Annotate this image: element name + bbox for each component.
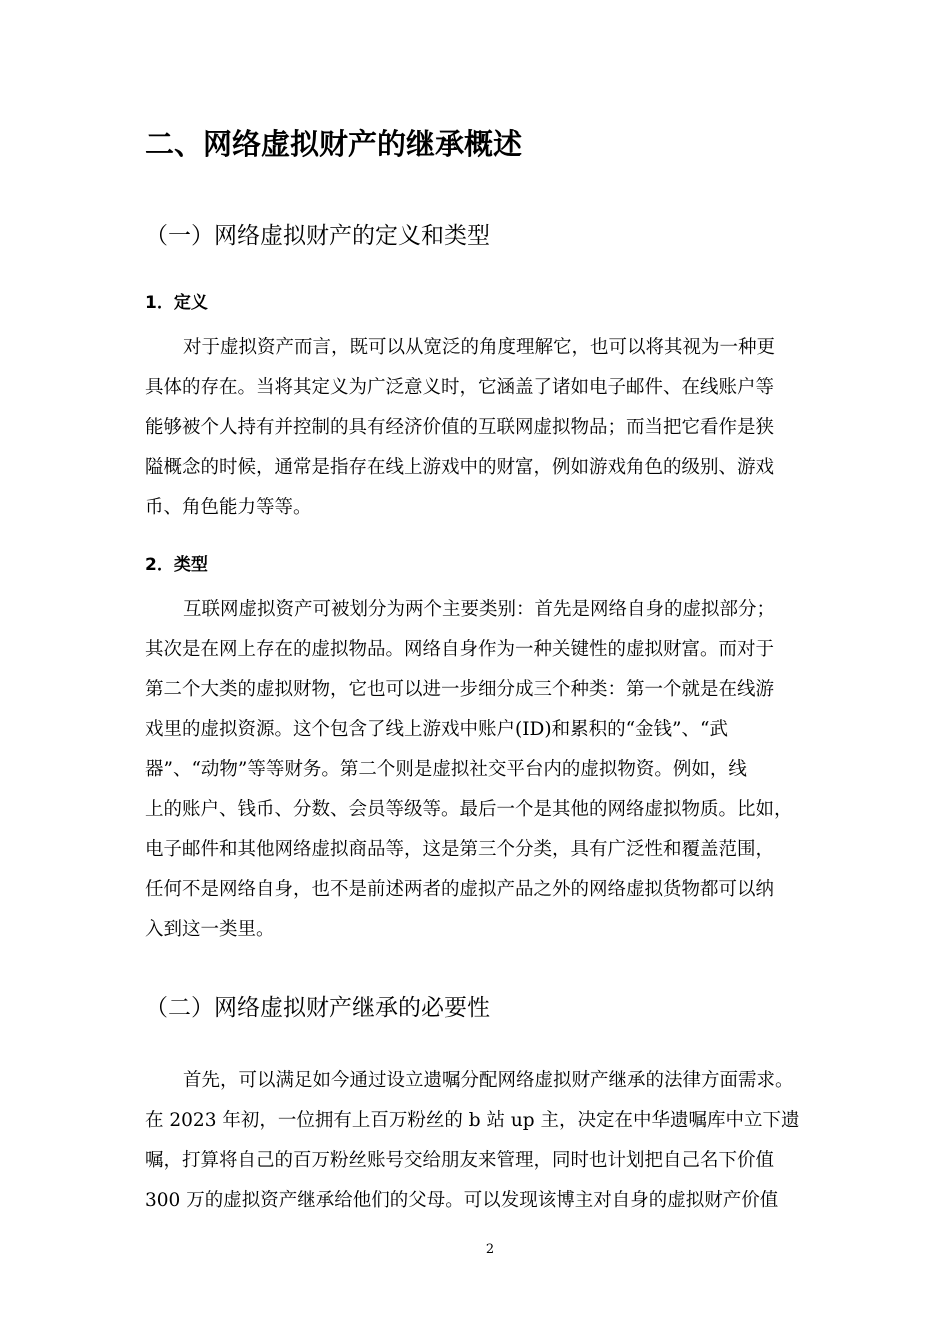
paragraph-line: 在 2023 年初，一位拥有上百万粉丝的 b 站 up 主，决定在中华遗嘱库中立下遗 <box>145 1110 800 1131</box>
chapter-title: 二、网络虚拟财产的继承概述 <box>145 127 523 161</box>
paragraph-line: 电子邮件和其他网络虚拟商品等，这是第三个分类，具有广泛性和覆盖范围， <box>145 839 775 860</box>
paragraph-line: 具体的存在。当将其定义为广泛意义时，它涵盖了诸如电子邮件、在线账户等 <box>145 377 775 398</box>
paragraph-line: 其次是在网上存在的虚拟物品。网络自身作为一种关键性的虚拟财富。而对于 <box>145 639 775 660</box>
paragraph-line: 隘概念的时候，通常是指存在线上游戏中的财富，例如游戏角色的级别、游戏 <box>145 457 775 478</box>
subsection-heading-types: 2．类型 <box>145 555 208 575</box>
paragraph-line: 300 万的虚拟资产继承给他们的父母。可以发现该博主对自身的虚拟财产价值 <box>145 1190 779 1211</box>
paragraph-line: 任何不是网络自身，也不是前述两者的虚拟产品之外的网络虚拟货物都可以纳 <box>145 879 775 900</box>
paragraph-types <box>145 590 810 950</box>
paragraph-line: 币、角色能力等等。 <box>145 497 312 518</box>
paragraph-line: 器”、“动物”等等财务。第二个则是虚拟社交平台内的虚拟物资。例如，线 <box>145 759 747 780</box>
paragraph-line: 嘱，打算将自己的百万粉丝账号交给朋友来管理，同时也计划把自己名下价值 <box>145 1150 775 1171</box>
section-heading-necessity: （二）网络虚拟财产继承的必要性 <box>145 995 490 1021</box>
section-heading-definition-types: （一）网络虚拟财产的定义和类型 <box>145 223 490 249</box>
paragraph-line: 上的账户、钱币、分数、会员等级等。最后一个是其他的网络虚拟物质。比如， <box>145 799 793 820</box>
paragraph-line: 首先，可以满足如今通过设立遗嘱分配网络虚拟财产继承的法律方面需求。 <box>183 1070 794 1091</box>
paragraph-line: 互联网虚拟资产可被划分为两个主要类别：首先是网络自身的虚拟部分； <box>183 599 776 620</box>
paragraph-line: 第二个大类的虚拟财物，它也可以进一步细分成三个种类：第一个就是在线游 <box>145 679 775 700</box>
paragraph-line: 对于虚拟资产而言，既可以从宽泛的角度理解它，也可以将其视为一种更 <box>183 337 776 358</box>
paragraph-line: 能够被个人持有并控制的具有经济价值的互联网虚拟物品；而当把它看作是狭 <box>145 417 775 438</box>
paragraph-necessity <box>145 1061 810 1221</box>
paragraph-line: 入到这一类里。 <box>145 919 275 940</box>
paragraph-line: 戏里的虚拟资源。这个包含了线上游戏中账户(ID)和累积的“金钱”、“武 <box>145 719 728 740</box>
page-number: 2 <box>485 1242 495 1257</box>
paragraph-definition <box>145 328 810 528</box>
subsection-heading-definition: 1．定义 <box>145 293 208 313</box>
